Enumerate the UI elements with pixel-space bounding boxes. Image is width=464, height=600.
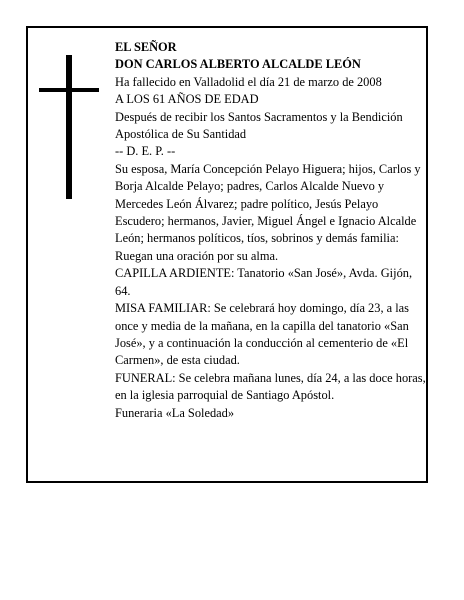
rip-line: -- D. E. P. --	[115, 144, 176, 159]
funeral-home: Funeraria «La Soledad»	[115, 405, 235, 420]
obituary-text	[115, 39, 427, 422]
deceased-name: DON CARLOS ALBERTO ALCALDE LEÓN	[115, 57, 361, 72]
mass-info: MISA FAMILIAR: Se celebrará hoy domingo, día 23, a las once y media de la mañana, en la capilla del tanatorio «San José», y a continuación la conducción al cementerio de «El Carmen», de esta ciudad.	[115, 301, 409, 368]
chapel-info: CAPILLA ARDIENTE: Tanatorio «San José», Avda. Gijón, 64.	[115, 266, 413, 298]
family-list: Su esposa, María Concepción Pelayo Higuera; hijos, Carlos y Borja Alcalde Pelayo; padres, Carlos Alcalde Nuevo y Mercedes León Álvarez; padre político, Jesús Pelayo Escudero; hermanos, Javier, Miguel Ángel e Ignacio Alcalde León; hermanos políticos, tíos, sobrinos y demás familia:	[115, 161, 421, 246]
funeral-info: FUNERAL: Se celebra mañana lunes, día 24, a las doce horas, en la iglesia parroquial de Santiago Apóstol.	[115, 370, 426, 403]
heading-line-1: EL SEÑOR	[115, 40, 177, 54]
death-info: Ha fallecido en Valladolid el día 21 de marzo de 2008	[115, 74, 382, 89]
sacraments-line: Después de recibir los Santos Sacramentos y la Bendición Apostólica de Su Santidad	[115, 109, 403, 142]
age-line: A LOS 61 AÑOS DE EDAD	[115, 92, 259, 107]
prayer-request: Ruegan una oración por su alma.	[115, 248, 279, 263]
obituary-notice	[26, 26, 428, 483]
